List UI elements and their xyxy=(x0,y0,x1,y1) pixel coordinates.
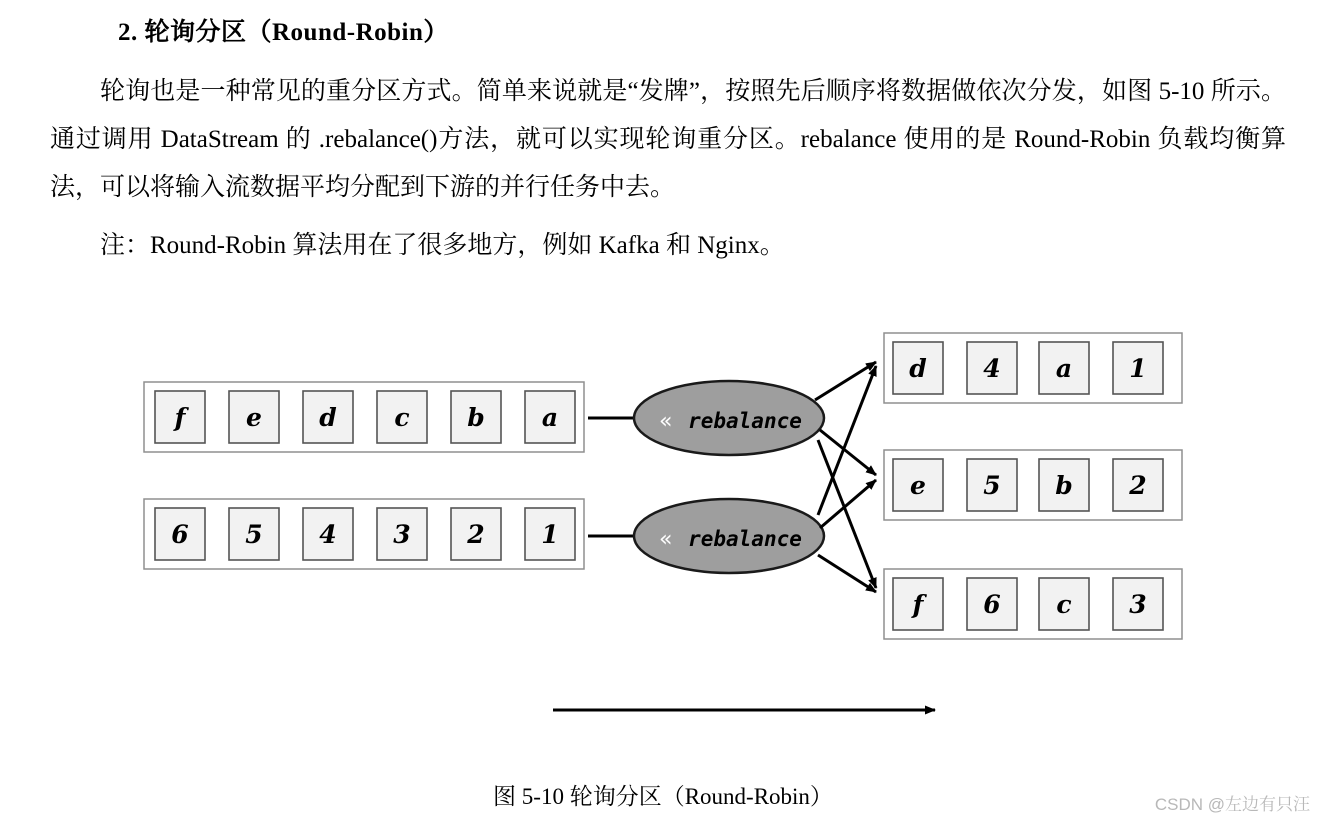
stream-cell xyxy=(893,578,943,630)
stream-cell xyxy=(377,391,427,443)
stream-cell xyxy=(451,391,501,443)
stream-cell-label: b xyxy=(467,403,485,432)
figure-caption: 图 5-10 轮询分区（Round-Robin） xyxy=(493,784,833,809)
double-chevron-left-icon: « xyxy=(659,409,673,434)
stream-cell xyxy=(893,459,943,511)
csdn-watermark: CSDN @左边有只汪 xyxy=(1154,795,1310,814)
figure-round-robin-diagram xyxy=(0,300,1326,770)
arrow-operator1-to-output3 xyxy=(818,440,876,588)
input-stream-letters xyxy=(144,382,584,452)
stream-cell-label: 5 xyxy=(983,471,1001,500)
operator-label: rebalance xyxy=(688,527,802,551)
stream-cell xyxy=(155,508,205,560)
output-stream-2 xyxy=(884,450,1182,520)
stream-cell xyxy=(377,508,427,560)
stream-cell xyxy=(1113,459,1163,511)
arrow-operator2-to-output1 xyxy=(818,366,876,515)
stream-cell-label: d xyxy=(909,354,927,383)
stream-cell xyxy=(451,508,501,560)
stream-cell xyxy=(893,342,943,394)
stream-cell xyxy=(303,391,353,443)
stream-cell-label: 1 xyxy=(541,520,559,549)
rebalance-operator-top xyxy=(634,381,824,455)
stream-cell-label: 4 xyxy=(319,520,337,549)
stream-cell xyxy=(525,391,575,443)
stream-cell xyxy=(1113,342,1163,394)
operator-label: rebalance xyxy=(688,409,802,433)
stream-cell-label: a xyxy=(541,403,559,432)
stream-cell-label: 4 xyxy=(983,354,1001,383)
stream-cell-label: 1 xyxy=(1129,354,1147,383)
arrow-operator1-to-output1 xyxy=(815,362,876,400)
output-stream-1 xyxy=(884,333,1182,403)
double-chevron-left-icon: « xyxy=(659,527,673,552)
stream-cell xyxy=(525,508,575,560)
stream-cell-label: c xyxy=(1056,590,1072,619)
paragraph-round-robin-description: 轮询也是一种常见的重分区方式。简单来说就是“发牌”，按照先后顺序将数据做依次分发，如图 5-10 所示。通过调用 DataStream 的 .rebalance()方法，就可以实现轮询重分区。rebalance 使用的是 Round-Robin 负载均衡算法，可以将输入流数据平均分配到下游的并行任务中去。 xyxy=(50,78,1286,201)
stream-cell xyxy=(1113,578,1163,630)
stream-cell-label: 2 xyxy=(1129,471,1147,500)
stream-cell-label: f xyxy=(174,403,186,432)
stream-cell xyxy=(1039,342,1089,394)
stream-cell-label: a xyxy=(1055,354,1073,383)
stream-cell-label: b xyxy=(1055,471,1073,500)
rebalance-operator-bottom xyxy=(634,499,824,573)
stream-cell-label: f xyxy=(912,590,924,619)
stream-cell-label: 3 xyxy=(1129,590,1147,619)
section-heading: 2. 轮询分区（Round-Robin） xyxy=(118,19,449,46)
stream-cell xyxy=(155,391,205,443)
paragraph-round-robin-note: 注：Round-Robin 算法用在了很多地方，例如 Kafka 和 Nginx。 xyxy=(100,232,785,259)
stream-cell-label: 6 xyxy=(983,590,1001,619)
stream-cell-label: 6 xyxy=(171,520,189,549)
stream-cell xyxy=(303,508,353,560)
stream-cell xyxy=(1039,578,1089,630)
stream-cell-label: d xyxy=(319,403,337,432)
stream-cell xyxy=(967,578,1017,630)
stream-cell xyxy=(1039,459,1089,511)
stream-cell xyxy=(229,508,279,560)
input-stream-numbers xyxy=(144,499,584,569)
stream-cell xyxy=(229,391,279,443)
stream-cell xyxy=(967,459,1017,511)
stream-cell-label: 2 xyxy=(467,520,485,549)
stream-cell-label: c xyxy=(394,403,410,432)
stream-cell-label: 5 xyxy=(245,520,263,549)
stream-cell xyxy=(967,342,1017,394)
output-stream-3 xyxy=(884,569,1182,639)
stream-cell-label: e xyxy=(910,471,926,500)
arrow-operator2-to-output3 xyxy=(818,555,876,592)
stream-cell-label: 3 xyxy=(393,520,411,549)
stream-cell-label: e xyxy=(246,403,262,432)
